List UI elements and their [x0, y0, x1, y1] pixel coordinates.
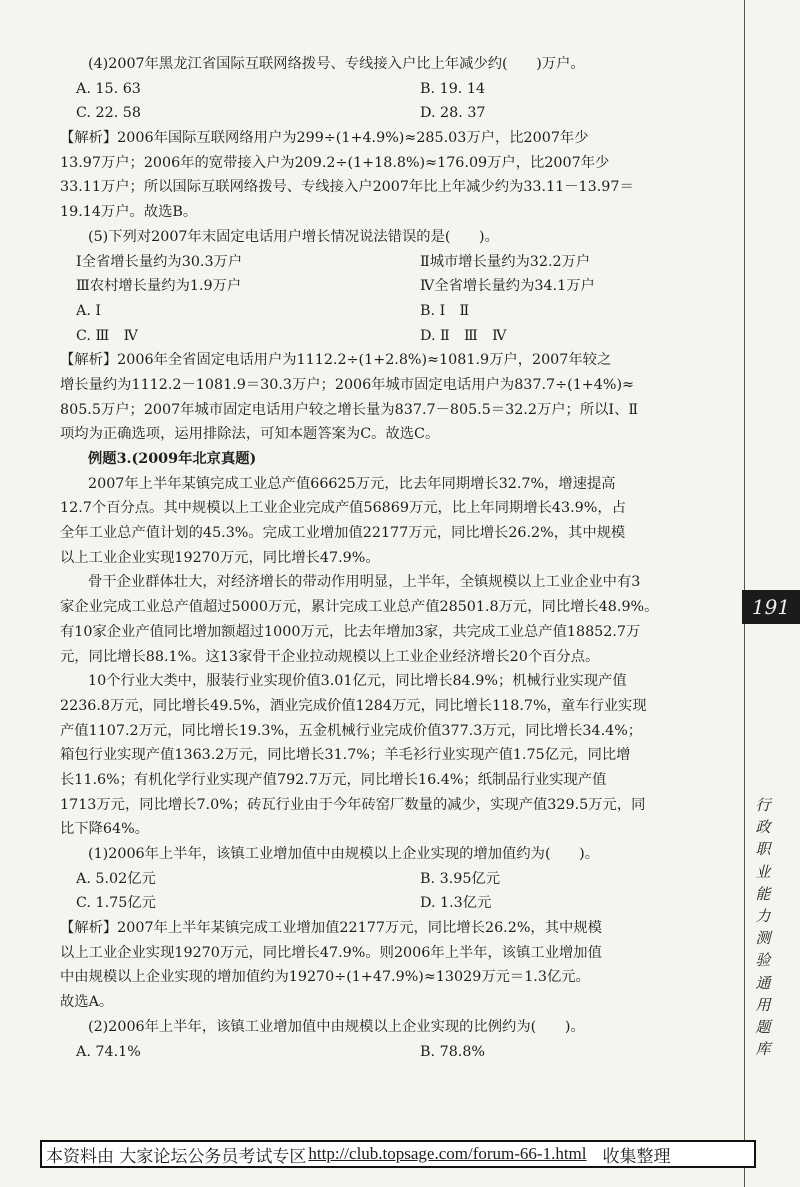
- page-content: [60, 52, 716, 1064]
- book-title-char: 库: [755, 1040, 771, 1059]
- q5-option-b: B. Ⅰ Ⅱ: [420, 302, 470, 319]
- example-paragraph-line: 10个行业大类中，服装行业实现价值3.01亿元，同比增长84.9%；机械行业实现产值: [88, 673, 627, 690]
- q5-options-row-1: [60, 299, 716, 324]
- example-paragraph-line: 产值1107.2万元，同比增长19.3%，五金机械行业完成价值377.3万元，同比增长34.4%；: [60, 722, 643, 739]
- q4-question: (4)2007年黑龙江省国际互联网络拨号、专线接入户比上年减少约( )万户。: [88, 56, 585, 72]
- book-title-char: 行: [755, 796, 771, 814]
- example-paragraph-line: 有10家企业产值同比增加额超过1000万元，比去年增加3家，共完成工业总产值18852.7万: [60, 623, 641, 640]
- q5-options-row-2: [60, 324, 716, 349]
- book-title-char: 测: [755, 929, 771, 948]
- q1-analysis-line: 故选A。: [60, 994, 114, 1011]
- q1-analysis-line: 以上工业企业实现19270万元，同比增长47.9%。则2006年上半年，该镇工业增加值: [60, 944, 602, 961]
- source-banner-suffix: 收集整理: [602, 1146, 671, 1167]
- source-banner-prefix: 本资料由 大家论坛公务员考试专区: [46, 1146, 307, 1167]
- q4-analysis-line: 19.14万户。故选B。: [60, 204, 198, 221]
- q5-question: (5)下列对2007年末固定电话用户增长情况说法错误的是( )。: [88, 228, 499, 245]
- example-paragraph-line: 比下降64%。: [60, 821, 149, 838]
- book-title-char: 职: [755, 840, 771, 859]
- q1-option-d: D. 1.3亿元: [420, 895, 492, 912]
- book-title-char: 业: [755, 862, 771, 881]
- source-banner: [40, 1140, 756, 1168]
- book-title-char: 题: [755, 1018, 771, 1037]
- q5-statement-1: Ⅰ全省增长量约为30.3万户: [76, 253, 243, 270]
- q4-option-d: D. 28. 37: [420, 105, 486, 122]
- example-heading: 例题3.(2009年北京真题): [88, 451, 257, 467]
- q4-analysis-line: 13.97万户；2006年的宽带接入户为209.2÷(1+18.8%)≈176.09万户，比2007年少: [60, 154, 610, 171]
- example-paragraph-line: 以上工业企业实现19270万元，同比增长47.9%。: [60, 549, 380, 566]
- q1-question: (1)2006年上半年，该镇工业增加值中由规模以上企业实现的增加值约为( )。: [88, 846, 599, 862]
- q1-analysis-line: 中由规模以上企业实现的增加值约为19270÷(1+47.9%)≈13029万元＝1.3亿元。: [60, 969, 590, 986]
- q1-option-b: B. 3.95亿元: [420, 870, 501, 887]
- book-title-char: 验: [755, 951, 771, 970]
- q5-statement-4: Ⅳ全省增长量约为34.1万户: [420, 278, 595, 295]
- q5-statements-row-2: [60, 274, 716, 299]
- q2-option-a: A. 74.1%: [76, 1043, 141, 1060]
- q5-statements-row-1: [60, 250, 716, 275]
- q2-option-b: B. 78.8%: [420, 1043, 486, 1060]
- q2-options-row-1: [60, 1040, 716, 1065]
- book-title-char: 力: [755, 907, 771, 926]
- example-paragraph-line: 全年工业总产值计划的45.3%。完成工业增加值22177万元，同比增长26.2%，其中规模: [60, 525, 626, 542]
- example-paragraph-line: 元，同比增长88.1%。这13家骨干企业拉动规模以上工业企业经济增长20个百分点。: [60, 648, 600, 665]
- book-title-char: 能: [755, 884, 771, 903]
- q5-option-d: D. Ⅱ Ⅲ Ⅳ: [420, 327, 507, 344]
- q5-analysis-line: 【解析】2006年全省固定电话用户为1112.2÷(1+2.8%)≈1081.9万户，2007年较之: [60, 352, 612, 369]
- book-title-char: 政: [755, 818, 771, 837]
- page-number-tab: 191: [742, 590, 800, 624]
- q1-options-row-2: [60, 891, 716, 916]
- q4-option-c: C. 22. 58: [76, 105, 141, 122]
- q5-statement-3: Ⅲ农村增长量约为1.9万户: [76, 278, 242, 295]
- q4-options-row-1: [60, 77, 716, 102]
- q4-options-row-2: [60, 101, 716, 126]
- q4-analysis-line: 【解析】2006年国际互联网络用户为299÷(1+4.9%)≈285.03万户，比2007年少: [60, 130, 589, 147]
- q2-question: (2)2006年上半年，该镇工业增加值中由规模以上企业实现的比例约为( )。: [88, 1018, 585, 1035]
- q5-analysis-line: 增长量约为1112.2－1081.9＝30.3万户；2006年城市固定电话用户为837.7÷(1+4%)≈: [60, 376, 635, 393]
- example-paragraph-line: 2007年上半年某镇完成工业总产值66625万元，比去年同期增长32.7%，增速提高: [88, 475, 616, 492]
- q4-analysis-line: 33.11万户；所以国际互联网络拨号、专线接入户2007年比上年减少约为33.11－13.97＝: [60, 179, 634, 196]
- q5-option-a: A. Ⅰ: [76, 302, 102, 319]
- q1-analysis-line: 【解析】2007年上半年某镇完成工业增加值22177万元，同比增长26.2%，其中规模: [60, 920, 602, 937]
- source-banner-link[interactable]: http://club.topsage.com/forum-66-1.html: [308, 1144, 587, 1163]
- example-paragraph-line: 2236.8万元，同比增长49.5%，酒业完成价值1284万元，同比增长118.7%，童车行业实现: [60, 697, 647, 714]
- q5-option-c: C. Ⅲ Ⅳ: [76, 327, 138, 344]
- book-title-char: 通: [755, 973, 771, 992]
- example-paragraph-line: 箱包行业实现产值1363.2万元，同比增长31.7%；羊毛衫行业实现产值1.75亿元，同比增: [60, 747, 631, 764]
- example-paragraph-line: 1713万元，同比增长7.0%；砖瓦行业由于今年砖窑厂数量的减少，实现产值329.5万元，同: [60, 796, 646, 813]
- q5-analysis-line: 805.5万户；2007年城市固定电话用户较之增长量为837.7－805.5＝32.2万户；所以Ⅰ、Ⅱ: [60, 401, 639, 418]
- example-paragraph-line: 骨干企业群体壮大，对经济增长的带动作用明显，上半年，全镇规模以上工业企业中有3: [88, 574, 641, 591]
- book-title-char: 用: [755, 995, 771, 1014]
- q4-option-b: B. 19. 14: [420, 80, 486, 97]
- example-paragraph-line: 12.7个百分点。其中规模以上工业企业完成产值56869万元，比上年同期增长43.9%，占: [60, 500, 626, 517]
- q5-statement-2: Ⅱ城市增长量约为32.2万户: [420, 253, 591, 270]
- q5-analysis-line: 项均为正确选项，运用排除法，可知本题答案为C。故选C。: [60, 426, 440, 443]
- q4-option-a: A. 15. 63: [76, 80, 141, 97]
- example-paragraph-line: 家企业完成工业总产值超过5000万元，累计完成工业总产值28501.8万元，同比增长48.9%。: [60, 599, 659, 616]
- q1-option-c: C. 1.75亿元: [76, 895, 156, 912]
- example-paragraph-line: 长11.6%；有机化学行业实现产值792.7万元，同比增长16.4%；纸制品行业实现产值: [60, 771, 607, 788]
- q1-option-a: A. 5.02亿元: [76, 870, 156, 887]
- q1-options-row-1: [60, 867, 716, 892]
- book-title-vertical: [748, 794, 778, 1060]
